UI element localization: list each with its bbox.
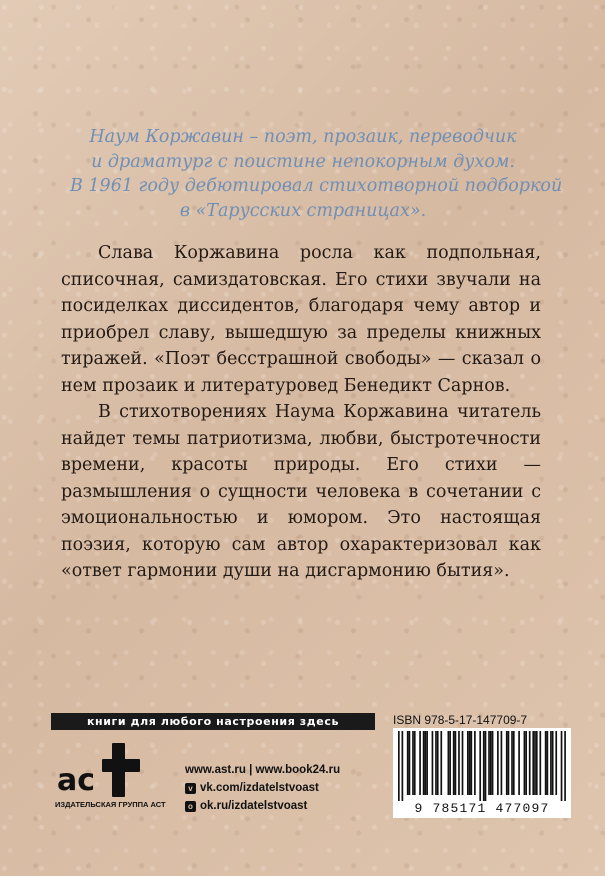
ok-icon: o [185, 801, 196, 812]
barcode-bar [412, 731, 414, 795]
description [61, 240, 541, 585]
barcode-bar [407, 731, 409, 795]
barcode-bar [550, 731, 552, 795]
publisher-links [185, 761, 385, 815]
intro-blurb [70, 125, 563, 223]
barcode-bar [402, 731, 404, 801]
barcode-bar [432, 731, 434, 795]
barcode-bar [518, 731, 520, 795]
barcode-bar [539, 731, 541, 795]
barcode-bar [455, 731, 457, 795]
barcode-bar [536, 731, 538, 795]
barcode-bar [506, 731, 508, 795]
barcode-bar [440, 731, 442, 795]
barcode-bar [492, 731, 494, 795]
barcode-bar [469, 731, 471, 795]
barcode-number: 9 785171 477097 [414, 801, 550, 816]
logo-cross-shape [103, 744, 139, 796]
barcode-bar [414, 731, 416, 795]
barcode-bar [525, 731, 527, 795]
barcode-bar [474, 731, 476, 795]
barcode-bar [529, 731, 531, 795]
slogan-banner: книги для любого настроения здесь [51, 713, 375, 730]
barcode-bar [545, 731, 547, 795]
description-paragraph: Слава Коржавина росла как подпольная, списочная, самиздатовская. Его стихи звучали на посиделках диссидентов, благодаря чему автор и приобрел славу, вышедшую за пределы книжных тиражей. «Поэт бесстрашной свободы» — сказал о нем прозаик и литературовед Бенедикт Сарнов. [61, 243, 541, 396]
vk-text: vk.com/izdatelstvoast [200, 782, 319, 794]
barcode-bar [458, 731, 460, 795]
barcode-bar [488, 731, 490, 795]
barcode-bar [501, 731, 503, 795]
websites-text: www.ast.ru | www.book24.ru [185, 764, 341, 776]
ast-logo-icon [55, 738, 173, 800]
logo-lettering: ас [57, 763, 96, 798]
barcode-bar [555, 731, 557, 795]
barcode [393, 728, 571, 818]
barcode-bar [423, 731, 425, 795]
barcode-bar [419, 731, 421, 795]
barcode-bar [552, 731, 554, 795]
publisher-logo [55, 738, 173, 810]
barcode-bar [497, 731, 499, 795]
barcode-bar [467, 731, 469, 795]
isbn-label: ISBN 978-5-17-147709-7 [393, 713, 528, 727]
intro-line: Наум Коржавин – поэт, прозаик, переводчик [89, 127, 517, 147]
barcode-bar [524, 731, 526, 795]
barcode-bar [547, 731, 549, 795]
vk-icon: v [185, 783, 196, 794]
barcode-bar [449, 731, 451, 795]
barcode-bar [483, 731, 485, 801]
barcode-bar [409, 731, 411, 795]
barcode-bar [425, 731, 427, 795]
barcode-bar [564, 731, 566, 801]
websites-link[interactable] [185, 761, 385, 779]
intro-line: и драматург с поистине непокорным духом. [91, 151, 515, 172]
barcode-bar [398, 731, 400, 801]
barcode-bar [448, 731, 450, 795]
vk-link[interactable] [185, 779, 385, 797]
barcode-bar [511, 731, 513, 795]
barcode-bar [561, 731, 563, 801]
barcode-bar [471, 731, 473, 795]
description-paragraph: В стихотворениях Наума Коржавина читатель найдет темы патриотизма, любви, быстротечности времени, красоты природы. Его стихи — размышления о сущности человека в сочетании с эмоциональностью и юмором. Это настоящая поэзия, которую сам автор охарактеризовал как «ответ гармонии души на дисгармонию бытия». [61, 402, 541, 581]
barcode-bar [479, 731, 481, 801]
ok-link[interactable] [185, 797, 385, 815]
publisher-name: ИЗДАТЕЛЬСКАЯ ГРУППА АСТ [55, 800, 166, 809]
intro-line: В 1961 году дебютировал стихотворной подборкой [70, 176, 563, 196]
barcode-bars [398, 731, 566, 801]
barcode-bar [426, 731, 428, 795]
barcode-bar [485, 731, 487, 801]
ok-text: ok.ru/izdatelstvoast [200, 800, 308, 812]
barcode-bar [435, 731, 437, 795]
intro-line: в «Тарусских страницах». [179, 200, 427, 221]
barcode-bar [534, 731, 536, 795]
barcode-bar [508, 731, 510, 795]
barcode-bar [513, 731, 515, 795]
barcode-bar [462, 731, 464, 795]
barcode-bar [532, 731, 534, 795]
barcode-bar [437, 731, 439, 795]
barcode-bar [490, 731, 492, 795]
barcode-bar [453, 731, 455, 795]
